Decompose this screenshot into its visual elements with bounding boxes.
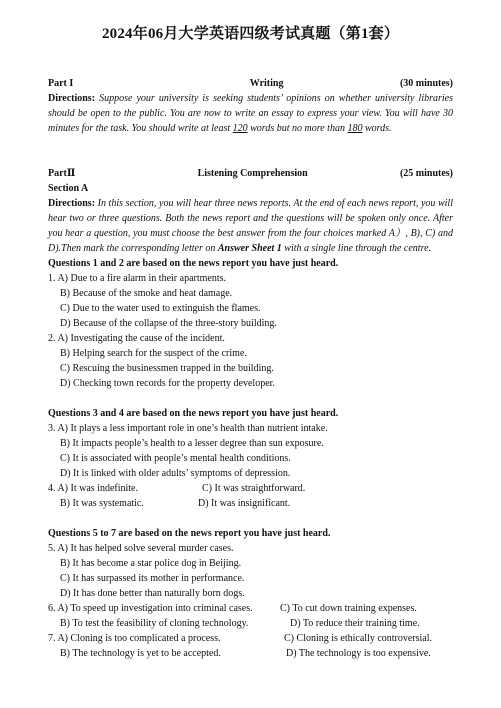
question-number: 2. [48,333,56,344]
option-3b: B) It impacts people’s health to a lesser degree than sun exposure. [60,438,324,449]
part1-directions-label: Directions: [48,93,96,104]
option-1a: A) Due to a fire alarm in their apartments. [57,273,226,284]
part2-directions-end: with a single line through the centre. [281,243,432,254]
page-title: 2024年06月大学英语四级考试真题（第1套） [101,26,400,42]
question-6-row1 [48,601,453,616]
part2-directions-text: In this section, you will hear three news reports. At the end of each news report, you will hear two or three questions. Both the news report and the questions will be spoken only once. After you hear a question, you must choose the best answer from the four choices marked A）, B), C) and D).Then mark the corresponding letter on [48,198,453,254]
group-heading-1: Questions 1 and 2 are based on the news report you have just heard. [48,258,339,269]
question-number: 3. [48,423,56,434]
option-6b: B) To test the feasibility of cloning technology. [60,618,249,629]
question-7 [48,631,284,646]
option-3d: D) It is linked with older adults’ symptoms of depression. [60,468,291,479]
option-4c: C) It was straightforward. [202,483,306,494]
group-heading-2: Questions 3 and 4 are based on the news report you have just heard. [48,408,339,419]
question-number: 4. [48,483,56,494]
part1-max-words: 180 [347,123,363,134]
question-7-row1 [48,631,453,646]
option-1b: B) Because of the smoke and heat damage. [60,288,233,299]
part2-name: Listening Comprehension [197,168,308,179]
part1-directions-end: words. [362,123,392,134]
question-1 [48,271,453,286]
option-5b: B) It has become a star police dog in Beijing. [60,558,242,569]
question-6 [48,601,280,616]
question-number: 6. [48,603,56,614]
question-2 [48,331,453,346]
part1-block [48,76,453,136]
option-2d: D) Checking town records for the property developer. [60,378,275,389]
question-5 [48,541,453,556]
option-5d: D) It has done better than naturally born dogs. [60,588,245,599]
part2-header [48,166,453,181]
question-number: 1. [48,273,56,284]
option-5c: C) It has surpassed its mother in performance. [60,573,245,584]
answer-sheet-label: Answer Sheet 1 [217,243,282,254]
option-4d: D) It was insignificant. [198,498,291,509]
option-3a: A) It plays a less important role in one’s health than nutrient intake. [57,423,328,434]
part1-directions-mid: words but no more than [247,123,348,134]
question-number: 5. [48,543,56,554]
question-4-row1 [48,481,453,496]
part1-time: (30 minutes) [399,78,453,89]
option-4a: A) It was indefinite. [57,483,138,494]
option-1d: D) Because of the collapse of the three-story building. [60,318,277,329]
question-3 [48,421,453,436]
question-4-row2 [48,496,453,511]
option-4b: B) It was systematic. [60,498,144,509]
option-7c: C) Cloning is ethically controversial. [284,633,433,644]
option-5a: A) It has helped solve several murder cases. [57,543,234,554]
option-6a: A) To speed up investigation into criminal cases. [57,603,253,614]
part1-directions-text: Suppose your university is seeking students’ opinions on whether university libraries should be open to the public. You are now to write an essay to express your view. You will have 30 minutes for the task. You should write at least [48,93,453,134]
part2-block [48,166,453,661]
part1-header [48,76,453,91]
part2-time: (25 minutes) [399,168,453,179]
option-7d: D) The technology is too expensive. [286,648,431,659]
part2-label: PartⅡ [48,168,76,179]
spacer [48,391,453,406]
option-6d: D) To reduce their training time. [290,618,420,629]
question-number: 7. [48,633,56,644]
option-3c: C) It is associated with people’s mental health conditions. [60,453,291,464]
part1-directions [48,91,453,136]
part2-directions [48,196,453,256]
group-heading-3: Questions 5 to 7 are based on the news report you have just heard. [48,528,331,539]
spacer [48,511,453,526]
question-7-row2 [48,646,453,661]
option-2b: B) Helping search for the suspect of the crime. [60,348,247,359]
question-6-row2 [48,616,453,631]
option-6c: C) To cut down training expenses. [280,603,417,614]
option-7b: B) The technology is yet to be accepted. [60,648,221,659]
option-1c: C) Due to the water used to extinguish the flames. [60,303,261,314]
part1-label: Part I [48,78,74,89]
option-2a: A) Investigating the cause of the incident. [57,333,225,344]
part1-min-words: 120 [232,123,248,134]
part2-directions-label: Directions: [48,198,96,209]
option-2c: C) Rescuing the businessmen trapped in the building. [60,363,274,374]
section-a-label: Section A [48,183,89,194]
part1-name: Writing [249,78,284,89]
option-7a: A) Cloning is too complicated a process. [57,633,221,644]
